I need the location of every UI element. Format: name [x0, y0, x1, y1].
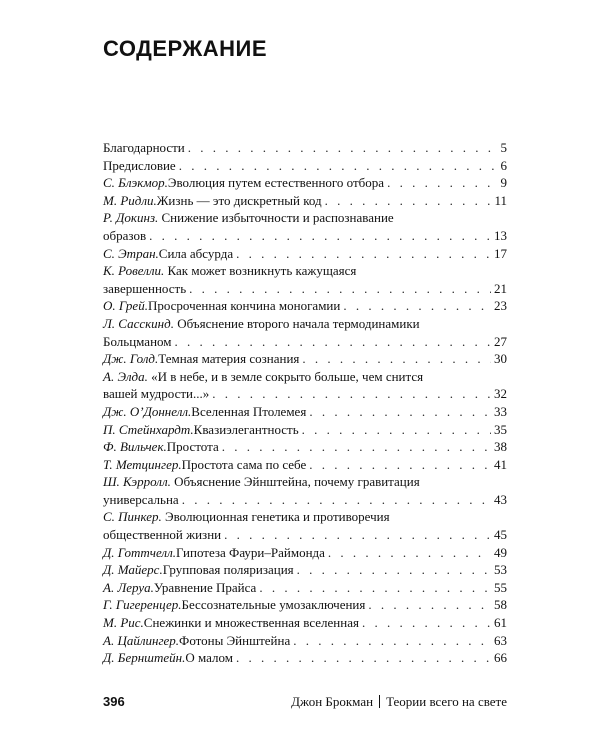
toc-entry-author: М. Ридли.	[103, 192, 157, 208]
toc-entry-author: М. Рис.	[103, 615, 144, 631]
dot-leader	[302, 421, 491, 439]
dot-leader	[212, 385, 491, 403]
dot-leader	[189, 280, 491, 298]
dot-leader	[309, 403, 491, 421]
dot-leader	[188, 139, 498, 157]
toc-entry-page-number: 5	[500, 140, 507, 155]
toc-entry[interactable]	[103, 614, 507, 632]
toc-entry-page-number: 38	[494, 439, 507, 455]
toc-entry-page-number: 23	[494, 298, 507, 314]
toc-entry-author: Г. Гигеренцер.	[103, 597, 182, 613]
toc-entry-title: Снижение избыточности и распознавание	[161, 210, 394, 226]
dot-leader	[259, 579, 491, 597]
toc-entry-author: С. Пинкер.	[103, 509, 162, 525]
toc-entry-author: А. Цайлингер.	[103, 632, 180, 648]
toc-entry-title: Вселенная Птолемея	[191, 403, 307, 419]
toc-entry-title: Фотоны Эйнштейна	[179, 632, 291, 648]
toc-entry-title: Эволюционная генетика и противоречия	[165, 509, 390, 525]
dot-leader	[368, 596, 491, 614]
toc-entry-title: Простота	[166, 439, 219, 455]
toc-entry[interactable]	[103, 544, 507, 562]
toc-entry[interactable]	[103, 368, 507, 403]
toc-entry-title: Эволюция путем естественного отбора	[167, 175, 385, 191]
dot-leader	[236, 245, 491, 263]
toc-entry-title: Просроченная кончина моногамии	[147, 298, 341, 314]
dot-leader	[182, 491, 491, 509]
dot-leader	[224, 526, 491, 544]
toc-entry[interactable]	[103, 632, 507, 650]
toc-entry-title: Предисловие	[103, 157, 176, 173]
toc-entry-page-number: 11	[494, 192, 507, 208]
toc-entry-title: Простота сама по себе	[181, 456, 307, 472]
toc-entry[interactable]	[103, 438, 507, 456]
dot-leader	[297, 561, 491, 579]
toc-entry-page-number: 6	[500, 157, 507, 173]
toc-entry-author: Д. Майерс.	[103, 562, 163, 578]
toc-entry-page-number: 66	[494, 650, 507, 666]
toc-entry-author: Дж. О’Доннелл.	[103, 403, 192, 419]
dot-leader	[293, 632, 491, 650]
toc-entry[interactable]	[103, 473, 507, 508]
toc-entry-page-number: 17	[494, 245, 507, 261]
toc-entry-title: Жизнь — это дискретный код	[156, 192, 322, 208]
dot-leader	[362, 614, 491, 632]
dot-leader	[149, 227, 491, 245]
toc-entry[interactable]	[103, 350, 507, 368]
toc-entry-title: Как может возникнуть кажущаяся	[167, 263, 357, 279]
toc-entry[interactable]	[103, 456, 507, 474]
toc-entry-title: Объяснение второго начала термодинамики	[177, 315, 420, 331]
footer-running-head	[291, 694, 507, 710]
toc-entry-title: Уравнение Прайса	[153, 579, 257, 595]
toc-entry-page-number: 27	[494, 333, 507, 349]
toc-entry-author: А. Леруа.	[103, 579, 154, 595]
toc-entry-title: Снежинки и множественная вселенная	[143, 615, 359, 631]
toc-entry-page-number: 21	[494, 280, 507, 296]
toc-entry-title: универсальна	[103, 491, 179, 507]
toc-entry-author: А. Элда.	[103, 368, 148, 384]
dot-leader	[236, 649, 491, 667]
footer-book-title: Теории всего на свете	[386, 694, 507, 709]
toc-entry[interactable]	[103, 262, 507, 297]
toc-entry[interactable]	[103, 649, 507, 667]
footer-page-number: 396	[103, 694, 125, 709]
toc-entry-page-number: 63	[494, 632, 507, 648]
toc-entry-title: Благодарности	[103, 140, 185, 155]
toc-entry-title: О малом	[185, 650, 233, 666]
toc-entry[interactable]	[103, 561, 507, 579]
toc-entry-author: Ф. Вильчек.	[103, 439, 167, 455]
toc-entry-author: Д. Готтчелл.	[103, 544, 177, 560]
dot-leader	[302, 350, 491, 368]
toc-entry-page-number: 13	[494, 227, 507, 243]
dot-leader	[309, 456, 491, 474]
toc-entry-author: Л. Сасскинд.	[103, 315, 174, 331]
toc-entry-title: Объяснение Эйнштейна, почему гравитация	[174, 474, 420, 490]
toc-entry[interactable]	[103, 579, 507, 597]
toc-entry-title: образов	[103, 227, 147, 243]
toc-entry[interactable]	[103, 192, 507, 210]
toc-entry-author: Т. Метцингер.	[103, 456, 182, 472]
toc-entry-author: Дж. Голд.	[103, 351, 159, 367]
dot-leader	[179, 157, 498, 175]
footer-separator	[379, 695, 380, 708]
toc-entry-page-number: 9	[500, 175, 507, 191]
toc-entry-title: Групповая поляризация	[162, 562, 294, 578]
toc-entry-page-number: 30	[494, 351, 507, 367]
toc-entry[interactable]	[103, 403, 507, 421]
dot-leader	[387, 174, 497, 192]
toc-entry-page-number: 33	[494, 403, 507, 419]
toc-entry-page-number: 58	[494, 597, 507, 613]
toc-entry[interactable]	[103, 139, 507, 157]
toc-entry-title: вашей мудрости...»	[103, 386, 210, 402]
toc-entry-page-number: 43	[494, 491, 507, 507]
toc-entry[interactable]	[103, 315, 507, 350]
toc-entry-page-number: 41	[494, 456, 507, 472]
footer-author: Джон Брокман	[291, 694, 374, 709]
table-of-contents	[103, 139, 507, 667]
toc-entry-author: Р. Докинз.	[103, 210, 159, 226]
toc-entry-author: Ш. Кэрролл.	[103, 474, 171, 490]
toc-entry-title: Сила абсурда	[158, 245, 234, 261]
toc-entry-title: завершенность	[103, 280, 187, 296]
dot-leader	[328, 544, 491, 562]
toc-entry[interactable]	[103, 297, 507, 315]
toc-entry-page-number: 53	[494, 562, 507, 578]
dot-leader	[325, 192, 492, 210]
toc-entry-page-number: 35	[494, 421, 507, 437]
toc-entry-title: Больцманом	[103, 333, 172, 349]
toc-entry-title: общественной жизни	[103, 527, 222, 543]
toc-entry-page-number: 32	[494, 386, 507, 402]
toc-entry-title: Гипотеза Фаури–Раймонда	[176, 544, 325, 560]
toc-entry-title: «И в небе, и в земле сокрыто больше, чем снится	[151, 368, 424, 384]
dot-leader	[175, 333, 491, 351]
toc-entry[interactable]	[103, 508, 507, 543]
toc-entry-author: П. Стейнхардт.	[103, 421, 194, 437]
dot-leader	[222, 438, 491, 456]
toc-entry-author: С. Блэкмор.	[103, 175, 168, 191]
toc-entry-page-number: 49	[494, 544, 507, 560]
toc-entry-author: К. Ровелли.	[103, 263, 165, 279]
toc-entry-page-number: 61	[494, 615, 507, 631]
toc-entry-page-number: 45	[494, 527, 507, 543]
toc-entry-title: Темная материя сознания	[158, 351, 300, 367]
page-title: СОДЕРЖАНИЕ	[103, 36, 268, 61]
toc-entry-page-number: 55	[494, 579, 507, 595]
toc-entry-author: С. Этран.	[103, 245, 159, 261]
dot-leader	[343, 297, 491, 315]
toc-entry[interactable]	[103, 209, 507, 244]
toc-entry[interactable]	[103, 174, 507, 192]
toc-entry-title: Квазиэлегантность	[193, 421, 299, 437]
toc-entry[interactable]	[103, 157, 507, 175]
toc-entry[interactable]	[103, 421, 507, 439]
toc-entry-author: Д. Бернштейн.	[103, 650, 186, 666]
toc-entry[interactable]	[103, 596, 507, 614]
toc-entry-author: О. Грей.	[103, 298, 148, 314]
toc-entry-title: Бессознательные умозаключения	[181, 597, 366, 613]
toc-entry[interactable]	[103, 245, 507, 263]
